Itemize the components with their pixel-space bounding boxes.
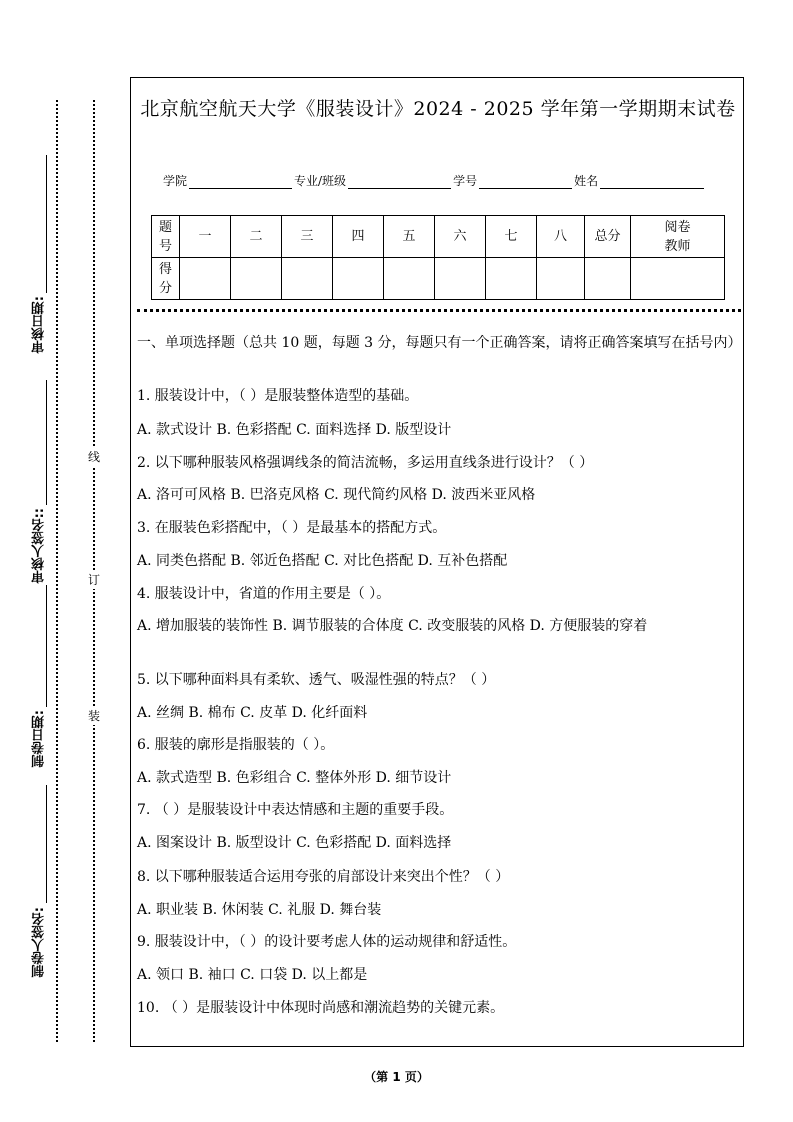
row-label-score: 得分 [152,258,180,300]
question-5: 5. 以下哪种面料具有柔软、透气、吸湿性强的特点？（ ） [137,672,496,688]
page-number: （第 1 页） [364,1070,429,1084]
options-4: A. 增加服装的装饰性 B. 调节服装的合体度 C. 改变服装的风格 D. 方便服装的穿着 [137,618,648,634]
binding-line-char: 线 [88,450,101,464]
question-1: 1. 服装设计中，（ ）是服装整体造型的基础。 [137,388,419,404]
options-5: A. 丝绸 B. 棉布 C. 皮革 D. 化纤面料 [137,705,368,721]
reviewer-sign-label: 审核人签名:: [32,508,47,584]
options-6: A. 款式造型 B. 色彩组合 C. 整体外形 D. 细节设计 [137,770,452,786]
student-info-row [163,172,706,189]
col-header-2: 二 [231,216,282,258]
name-field[interactable] [600,174,704,189]
score-cell-6[interactable] [435,258,486,300]
options-3: A. 同类色搭配 B. 邻近色搭配 C. 对比色搭配 D. 互补色搭配 [137,553,508,569]
question-2: 2. 以下哪种服装风格强调线条的简洁流畅，多运用直线条进行设计？（ ） [137,455,594,471]
score-cell-5[interactable] [384,258,435,300]
question-4: 4. 服装设计中，省道的作用主要是（ ）。 [137,586,391,602]
maker-date-blank [46,585,47,707]
exam-title: 北京航空航天大学《服装设计》2024 - 2025 学年第一学期期末试卷 [140,98,736,120]
reviewer-date-blank [46,155,47,293]
col-header-1: 一 [180,216,231,258]
score-cell-4[interactable] [333,258,384,300]
maker-sign-blank [46,785,47,903]
options-1: A. 款式设计 B. 色彩搭配 C. 面料选择 D. 版型设计 [137,422,452,438]
score-cell-7[interactable] [486,258,537,300]
col-header-7: 七 [486,216,537,258]
question-9: 9. 服装设计中，（ ）的设计要考虑人体的运动规律和舒适性。 [137,934,517,950]
score-cell-1[interactable] [180,258,231,300]
college-field[interactable] [189,174,292,189]
major-label: 专业/班级 [294,174,347,188]
col-header-8: 八 [537,216,585,258]
options-2: A. 洛可可风格 B. 巴洛克风格 C. 现代简约风格 D. 波西米亚风格 [137,487,536,503]
options-8: A. 职业装 B. 休闲装 C. 礼服 D. 舞台装 [137,902,382,918]
student-id-label: 学号 [453,174,478,188]
table-row-header [152,216,725,258]
college-label: 学院 [163,174,188,188]
options-9: A. 领口 B. 袖口 C. 口袋 D. 以上都是 [137,967,368,983]
question-3: 3. 在服装色彩搭配中，（ ）是最基本的搭配方式。 [137,520,447,536]
dotted-separator [137,309,741,312]
col-header-total: 总分 [585,216,631,258]
binding-ding-char: 订 [88,573,101,587]
col-header-5: 五 [384,216,435,258]
col-header-3: 三 [282,216,333,258]
score-cell-total[interactable] [585,258,631,300]
table-row-score [152,258,725,300]
score-cell-3[interactable] [282,258,333,300]
question-6: 6. 服装的廓形是指服装的（ ）。 [137,737,335,753]
score-cell-2[interactable] [231,258,282,300]
maker-sign-label: 制卷人签名: [32,907,47,978]
score-table [151,215,725,300]
outer-dotted-line [56,100,58,1042]
maker-date-label: 制卷日期: [32,710,47,768]
col-header-6: 六 [435,216,486,258]
col-header-grader: 阅卷教师 [631,216,725,258]
question-8: 8. 以下哪种服装适合运用夸张的肩部设计来突出个性？（ ） [137,869,510,885]
student-id-field[interactable] [479,174,572,189]
question-7: 7. （ ）是服装设计中表达情感和主题的重要手段。 [137,802,454,818]
col-header-4: 四 [333,216,384,258]
score-cell-8[interactable] [537,258,585,300]
question-10: 10. （ ）是服装设计中体现时尚感和潮流趋势的关键元素。 [137,1000,505,1016]
options-7: A. 图案设计 B. 版型设计 C. 色彩搭配 D. 面料选择 [137,835,452,851]
major-field[interactable] [348,174,451,189]
binding-zhuang-char: 装 [88,709,101,723]
reviewer-sign-blank [46,380,47,505]
section-heading: 一、单项选择题（总共 10 题，每题 3 分，每题只有一个正确答案，请将正确答案填写在括号内） [137,335,742,351]
reviewer-date-label: 审核日期: [32,296,47,354]
score-cell-grader[interactable] [631,258,725,300]
name-label: 姓名 [574,174,599,188]
row-label-question-no: 题号 [152,216,180,258]
